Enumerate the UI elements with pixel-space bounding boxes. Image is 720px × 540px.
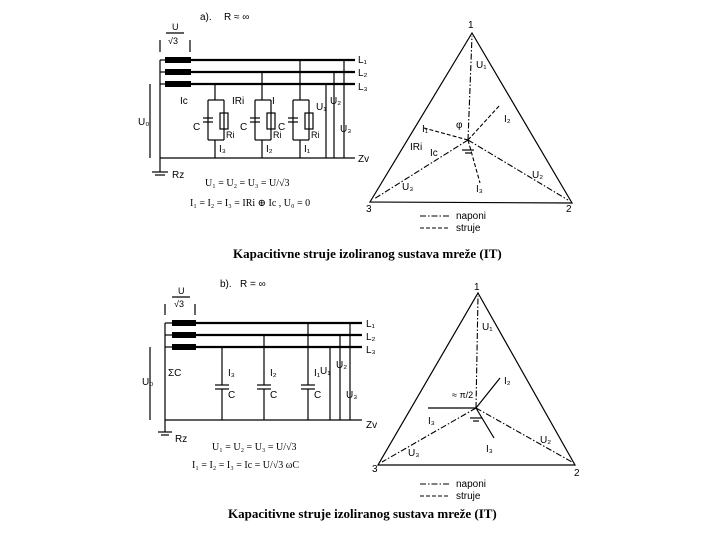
label-i1-a: I₁ <box>304 144 311 155</box>
coil-3-b <box>172 344 196 350</box>
coil-1-b <box>172 320 196 326</box>
vec-label-i2-b: I₂ <box>504 376 511 387</box>
phasor-i2-a <box>468 105 500 140</box>
label-i2-a: I₂ <box>266 144 273 155</box>
label-i1-b: I₁ <box>314 368 321 379</box>
label-l1-b: L₁ <box>366 319 375 330</box>
svg-text:C: C <box>228 390 236 401</box>
label-rz-a: Rz <box>172 170 185 181</box>
equation-1-b: U₁ = U₂ = U₃ = U/√3 <box>212 442 297 453</box>
coil-1-a <box>165 57 191 63</box>
phasor-u1-a <box>468 36 472 140</box>
label-rz-b: Rz <box>175 434 188 445</box>
label-i3-b: I₃ <box>228 368 235 379</box>
svg-text:Ri: Ri <box>226 130 235 140</box>
label-u1-dim-b: U₁ <box>320 366 331 377</box>
vec-label-i3-a: I₃ <box>476 184 483 195</box>
branch-3-b <box>215 347 235 420</box>
label-u3-dim-b: U₃ <box>346 390 358 401</box>
legend-currents-b: struje <box>456 491 481 502</box>
legend-voltages-a: naponi <box>456 211 487 222</box>
svg-text:C: C <box>240 122 248 133</box>
label-u2-dim-b: U₂ <box>336 360 348 371</box>
vec-label-iri-a: IRi <box>410 142 423 153</box>
label-i-a: I <box>272 96 275 107</box>
condition-a: R ≈ ∞ <box>224 12 250 23</box>
label-i3-a: I₃ <box>219 144 226 155</box>
branch-1-b <box>301 323 321 420</box>
phasor-i3b-b <box>476 408 494 438</box>
caption-b: Kapacitivne struje izoliranog sustava mreže (IT) <box>228 506 497 521</box>
source-label-num-b: U <box>178 286 185 296</box>
vec-label-u1-b: U₁ <box>482 322 493 333</box>
vec-label-u3-b: U₃ <box>408 448 420 459</box>
label-u0-b: U₀ <box>142 377 154 388</box>
phasor-u1-b <box>476 296 478 408</box>
label-zv-a: Zv <box>358 154 370 165</box>
equation-1-a: U₁ = U₂ = U₃ = U/√3 <box>205 178 290 189</box>
coil-2-b <box>172 332 196 338</box>
svg-text:C: C <box>314 390 322 401</box>
vec-label-u3-a: U₃ <box>402 182 414 193</box>
coil-3-a <box>165 81 191 87</box>
condition-b: R = ∞ <box>240 279 266 290</box>
equation-2-a: I₁ = I₂ = I₃ = IRi ⊕ Ic , U₀ = 0 <box>190 198 311 209</box>
label-l1-a: L₁ <box>358 55 367 66</box>
label-i2-b: I₂ <box>270 368 277 379</box>
branch-3-a <box>193 84 235 158</box>
coil-2-a <box>165 69 191 75</box>
label-iri-a: IRi <box>232 96 245 107</box>
svg-text:Ri: Ri <box>311 130 320 140</box>
svg-text:C: C <box>278 122 286 133</box>
vertex-3-a: 3 <box>366 204 372 215</box>
vec-label-u1-a: U₁ <box>476 60 487 71</box>
angle-phi-a: φ <box>456 120 463 131</box>
label-u1-dim-a: U₁ <box>316 102 327 113</box>
source-label-num-a: U <box>172 22 179 32</box>
equation-2-b: I₁ = I₂ = I₃ = Ic = U/√3 ωC <box>192 460 300 471</box>
label-zv-b: Zv <box>366 420 378 431</box>
label-l2-a: L₂ <box>358 68 368 79</box>
branch-1-a <box>278 60 320 158</box>
label-l3-a: L₃ <box>358 82 368 93</box>
svg-text:Ri: Ri <box>273 130 282 140</box>
phasor-i2-b <box>476 378 500 408</box>
source-label-den-a: √3 <box>168 36 178 46</box>
phasor-b <box>372 282 580 502</box>
vertex-2-a: 2 <box>566 204 572 215</box>
svg-text:C: C <box>270 390 278 401</box>
label-u2-dim-a: U₂ <box>330 96 342 107</box>
label-ic-a: Ic <box>180 96 188 107</box>
heading-b: b). <box>220 279 232 290</box>
legend-currents-a: struje <box>456 223 481 234</box>
vec-label-u2-b: U₂ <box>540 435 552 446</box>
source-label-den-b: √3 <box>174 299 184 309</box>
vec-label-i3b-b: I₃ <box>486 444 493 455</box>
vertex-1-a: 1 <box>468 20 474 31</box>
label-u0-a: U₀ <box>138 117 150 128</box>
vec-label-i3-b: I₃ <box>428 416 435 427</box>
circuit-a <box>138 12 369 209</box>
vec-label-u2-a: U₂ <box>532 170 544 181</box>
svg-text:C: C <box>193 122 201 133</box>
phasor-a <box>366 20 572 234</box>
label-sumc-b: ΣC <box>168 368 182 379</box>
heading-a: a). <box>200 12 212 23</box>
label-u3-dim-a: U₃ <box>340 124 352 135</box>
label-l3-b: L₃ <box>366 345 376 356</box>
label-l2-b: L₂ <box>366 332 376 343</box>
vec-label-i2-a: I₂ <box>504 114 511 125</box>
vertex-3-b: 3 <box>372 464 378 475</box>
vertex-2-b: 2 <box>574 468 580 479</box>
caption-a: Kapacitivne struje izoliranog sustava mreže (IT) <box>233 246 502 261</box>
vec-label-i1-a: I₁ <box>422 124 429 135</box>
legend-voltages-b: naponi <box>456 479 487 490</box>
vec-label-ic-a: Ic <box>430 148 438 159</box>
circuit-b <box>142 279 377 471</box>
vertex-1-b: 1 <box>474 282 480 293</box>
angle-label-b: ≈ π/2 <box>452 390 474 400</box>
